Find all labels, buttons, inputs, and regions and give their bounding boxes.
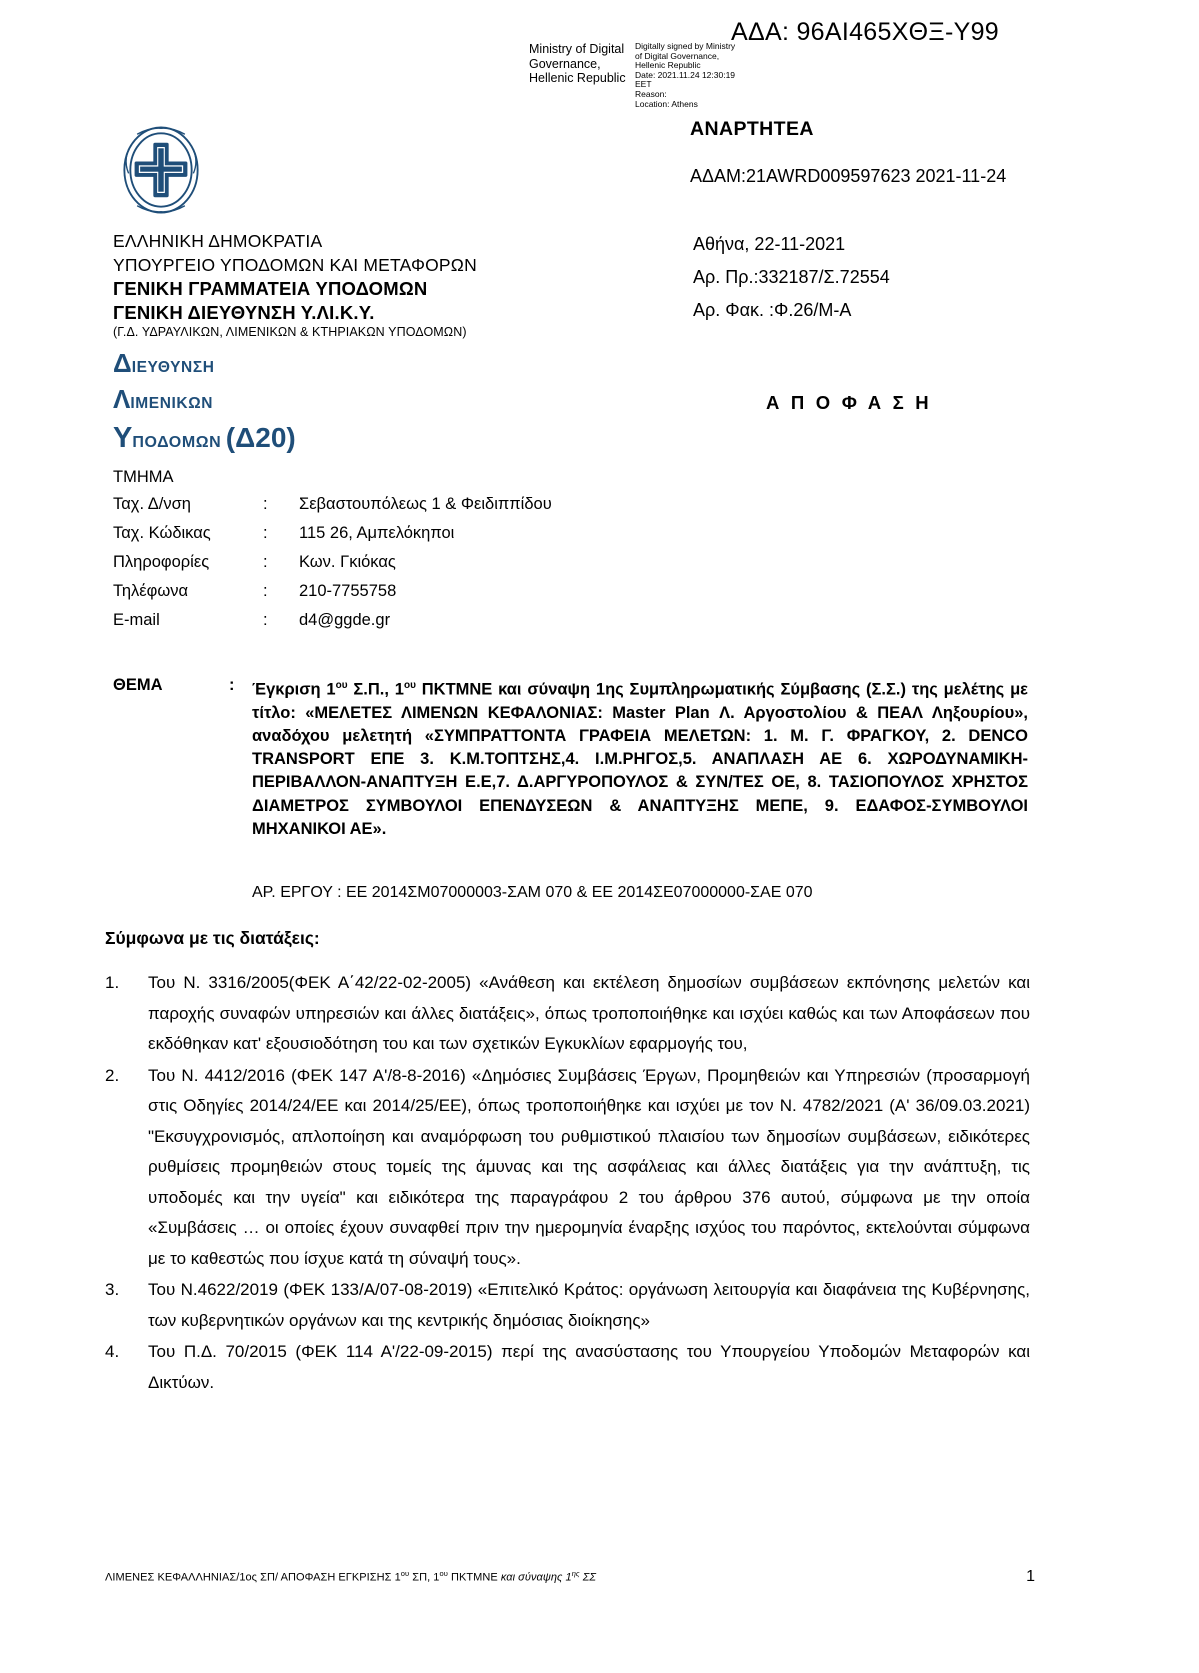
contact-label-address: Ταχ. Δ/νση bbox=[113, 495, 191, 513]
digital-signature-stamp bbox=[529, 42, 769, 109]
footer-part-d: και σύναψης 1 bbox=[500, 1572, 572, 1584]
subject-text bbox=[252, 674, 1028, 841]
provisions-intro: Σύμφωνα με τις διατάξεις: bbox=[105, 928, 320, 948]
footer-sup-b: ου bbox=[439, 1569, 448, 1579]
provision-text: Του Ν. 3316/2005(ΦΕΚ Α΄42/22-02-2005) «Ανάθεση και εκτέλεση δημοσίων συμβάσεων εκπόνησης μελετών και παροχής συναφών υπηρεσιών και άλλες διατάξεις», όπως τροποποιήθηκε και ισχύει καθώς και των Αποφάσεων που εκδόθηκαν κατ' εξουσιοδότηση του και των σχετικών Εγκυκλίων εφαρμογής του, bbox=[148, 973, 1030, 1053]
subject-label: ΘΕΜΑ bbox=[113, 676, 163, 694]
provision-number: 4. bbox=[105, 1342, 120, 1361]
subject-text-part2: Σ.Π., 1 bbox=[347, 680, 404, 699]
footer-sup-a: ου bbox=[400, 1569, 410, 1579]
directorate-code: (Δ20) bbox=[225, 422, 296, 453]
signature-line-6: Reason: bbox=[635, 88, 667, 99]
subject-colon: : bbox=[229, 676, 235, 694]
contact-value-info: Κων. Γκιόκας bbox=[299, 553, 396, 571]
ada-number: ΑΔΑ: 96ΑΙ465ΧΘΞ-Υ99 bbox=[731, 18, 999, 46]
contact-colon-address: : bbox=[263, 495, 268, 513]
table-row bbox=[113, 521, 552, 550]
hellenic-republic-emblem-icon bbox=[118, 124, 204, 216]
hellenic-republic-label: ΕΛΛΗΝΙΚΗ ΔΗΜΟΚΡΑΤΙΑ bbox=[113, 231, 323, 251]
ministry-header-block bbox=[113, 230, 583, 637]
subject-block bbox=[113, 674, 1028, 841]
protocol-number: Αρ. Πρ.:332187/Σ.72554 bbox=[693, 267, 890, 287]
contact-colon-postcode: : bbox=[263, 524, 268, 542]
list-item bbox=[105, 968, 1030, 1060]
document-date: Αθήνα, 22-11-2021 bbox=[693, 234, 846, 254]
directorate-line-1 bbox=[113, 350, 583, 377]
department-label: ΤΜΗΜΑ bbox=[113, 468, 174, 486]
signature-authority: Ministry of Digital Governance, Hellenic Republic bbox=[529, 42, 626, 85]
subject-sup2: ου bbox=[403, 680, 416, 691]
signature-line-2: of Digital Governance, bbox=[635, 50, 720, 61]
ministry-label: ΥΠΟΥΡΓΕΙΟ ΥΠΟΔΟΜΩΝ ΚΑΙ ΜΕΤΑΦΟΡΩΝ bbox=[113, 254, 477, 275]
provisions-list bbox=[105, 968, 1030, 1399]
contact-label-info: Πληροφορίες bbox=[113, 553, 210, 571]
general-secretariat-label: ΓΕΝΙΚΗ ΓΡΑΜΜΑΤΕΙΑ ΥΠΟΔΟΜΩΝ bbox=[113, 278, 428, 299]
contact-label-email: E-mail bbox=[113, 611, 160, 629]
provision-text: Του Π.Δ. 70/2015 (ΦΕΚ 114 Α'/22-09-2015) περί της ανασύστασης του Υπουργείου Υποδομών Μεταφορών και Δικτύων. bbox=[148, 1342, 1030, 1392]
contact-label-phone: Τηλέφωνα bbox=[113, 582, 189, 600]
contact-value-email: d4@ggde.gr bbox=[299, 611, 391, 629]
footer-part-b: ΣΠ, 1 bbox=[409, 1572, 440, 1584]
contact-value-postcode: 115 26, Αμπελόκηποι bbox=[299, 524, 455, 542]
signature-details bbox=[635, 42, 767, 109]
footer-reference bbox=[105, 1569, 596, 1584]
project-number: ΑΡ. ΕΡΓΟΥ : ΕΕ 2014ΣΜ07000003-ΣΑΜ 070 & ΕΕ 2014ΣΕ07000000-ΣΑΕ 070 bbox=[252, 884, 813, 901]
signature-line-7: Location: Athens bbox=[635, 98, 698, 109]
table-row bbox=[113, 608, 552, 637]
list-item bbox=[105, 1275, 1030, 1336]
directorate-initial-ypsilon: Υ bbox=[113, 422, 133, 454]
provision-text: Του Ν.4622/2019 (ΦΕΚ 133/Α/07-08-2019) «Επιτελικό Κράτος: οργάνωση λειτουργία και διαφάνεια της Κυβέρνησης, των κυβερνητικών οργάνων και της κεντρικής δημόσιας διοίκησης» bbox=[148, 1280, 1030, 1330]
directorate-word-2: ΙΜΕΝΙΚΩΝ bbox=[130, 395, 214, 412]
footer-part-e: ΣΣ bbox=[579, 1572, 597, 1584]
footer-part-c: ΠΚΤΜΝΕ bbox=[447, 1572, 501, 1584]
subject-sup1: ου bbox=[335, 680, 348, 691]
protocol-block bbox=[693, 228, 890, 327]
subject-text-part3: ΠΚΤΜΝΕ και σύναψη 1ης Συμπληρωματικής Σύμβασης (Σ.Σ.) της μελέτης με τίτλο: «ΜΕΛΕΤΕΣ ΛΙΜΕΝΩΝ ΚΕΦΑΛΟΝΙΑΣ: Master Plan Λ. Αργοστολίου & ΠΕΑΛ Ληξουρίου», αναδόχου μελετητή «ΣΥΜΠΡΑΤΤΟΝΤΑ ΓΡΑΦΕΙΑ ΜΕΛΕΤΩΝ: 1. Μ. Γ. ΦΡΑΓΚΟΥ, 2. DENCO TRANSPORT ΕΠΕ 3. Κ.Μ.ΤΟΠΤΣΗΣ,4. Ι.Μ.ΡΗΓΟΣ,5. ΑΝΑΠΛΑΣΗ ΑΕ 6. ΧΩΡΟΔΥΝΑΜΙΚΗ-ΠΕΡΙΒΑΛΛΟΝ-ΑΝΑΠΤΥΞΗ Ε.Ε,7. Δ.ΑΡΓΥΡΟΠΟΥΛΟΣ & ΣΥΝ/ΤΕΣ ΟΕ, 8. ΤΑΣΙΟΠΟΥΛΟΣ ΧΡΗΣΤΟΣ ΔΙΑΜΕΤΡΟΣ ΣΥΜΒΟΥΛΟΙ ΕΠΕΝΔΥΣΕΩΝ & ΑΝΑΠΤΥΞΗΣ ΜΕΠΕ, 9. ΕΔΑΦΟΣ-ΣΥΜΒΟΥΛΟΙ ΜΗΧΑΝΙΚΟΙ ΑΕ». bbox=[252, 680, 1028, 838]
signature-line-4: Date: 2021.11.24 12:30:19 bbox=[635, 69, 736, 80]
provision-number: 3. bbox=[105, 1280, 120, 1299]
contact-label-postcode: Ταχ. Κώδικας bbox=[113, 524, 211, 542]
file-number: Αρ. Φακ. :Φ.26/Μ-Α bbox=[693, 300, 852, 320]
provision-number: 2. bbox=[105, 1065, 120, 1085]
contact-value-address: Σεβαστουπόλεως 1 & Φειδιππίδου bbox=[299, 495, 552, 513]
directorate-line-2 bbox=[113, 386, 583, 413]
subject-text-part1: Έγκριση 1 bbox=[252, 680, 336, 699]
adam-number: ΑΔΑΜ:21AWRD009597623 2021-11-24 bbox=[690, 166, 1007, 186]
table-row bbox=[113, 550, 552, 579]
list-item bbox=[105, 1337, 1030, 1398]
contact-value-phone: 210-7755758 bbox=[299, 582, 397, 600]
publication-header-block bbox=[690, 118, 1020, 189]
directorate-line-3 bbox=[113, 422, 583, 454]
page-number: 1 bbox=[1026, 1568, 1035, 1585]
signature-line-1: Digitally signed by Ministry bbox=[635, 41, 736, 51]
provision-text: Του Ν. 4412/2016 (ΦΕΚ 147 Α'/8-8-2016) «Δημόσιες Συμβάσεις Έργων, Προμηθειών και Υπηρεσιών (προσαρμογή στις Οδηγίες 2014/24/ΕΕ και 2014/25/ΕΕ), όπως τροποποιήθηκε και ισχύει με τον Ν. 4782/2021 (Α' 36/09.03.2021) "Εκσυγχρονισμός, απλοποίηση και αναμόρφωση του ρυθμιστικού πλαισίου των δημοσίων συμβάσεων, ειδικότερες ρυθμίσεις προμηθειών στους τομείς της άμυνας και της ασφάλειας και άλλες διατάξεις για την ανάπτυξη, τις υποδομές και την υγεία" και ειδικότερα της παραγράφου 2 του άρθρου 376 αυτού, σύμφωνα με την οποία «Συμβάσεις … οι οποίες έχουν συναφθεί πριν την ημερομηνία έναρξης ισχύος του παρόντος, εκτελούνται σύμφωνα με το καθεστώς που ίσχυε κατά τη σύναψή τους». bbox=[148, 1065, 1030, 1268]
general-directorate-sub-label: (Γ.Δ. ΥΔΡΑΥΛΙΚΩΝ, ΛΙΜΕΝΙΚΩΝ & ΚΤΗΡΙΑΚΩΝ ΥΠΟΔΟΜΩΝ) bbox=[113, 325, 467, 339]
directorate-initial-lambda: Λ bbox=[113, 384, 131, 414]
page-footer bbox=[105, 1568, 1035, 1586]
directorate-word-3: ΠΟΔΟΜΩΝ bbox=[132, 434, 222, 451]
table-row bbox=[113, 492, 552, 521]
footer-sup-c: ης bbox=[571, 1569, 580, 1579]
footer-part-a: ΛΙΜΕΝΕΣ ΚΕΦΑΛΛΗΝΙΑΣ/1ος ΣΠ/ ΑΠΟΦΑΣΗ ΕΓΚΡΙΣΗΣ 1 bbox=[105, 1572, 401, 1584]
signature-line-5: EET bbox=[635, 79, 652, 90]
decision-title: Α Π Ο Φ Α Σ Η bbox=[766, 392, 932, 413]
contact-details-table bbox=[113, 492, 552, 637]
contact-colon-email: : bbox=[263, 611, 268, 629]
directorate-initial-delta: Δ bbox=[113, 348, 132, 378]
provision-number: 1. bbox=[105, 973, 120, 992]
anartitea-label: ΑΝΑΡΤΗΤΕΑ bbox=[690, 118, 814, 140]
list-item bbox=[105, 1061, 1030, 1275]
signature-line-3: Hellenic Republic bbox=[635, 60, 701, 71]
table-row bbox=[113, 579, 552, 608]
contact-colon-phone: : bbox=[263, 582, 268, 600]
directorate-word-1: ΙΕΥΘΥΝΣΗ bbox=[131, 359, 215, 376]
general-directorate-label: ΓΕΝΙΚΗ ΔΙΕΥΘΥΝΣΗ Υ.ΛΙ.Κ.Υ. bbox=[113, 301, 375, 323]
contact-colon-info: : bbox=[263, 553, 268, 571]
